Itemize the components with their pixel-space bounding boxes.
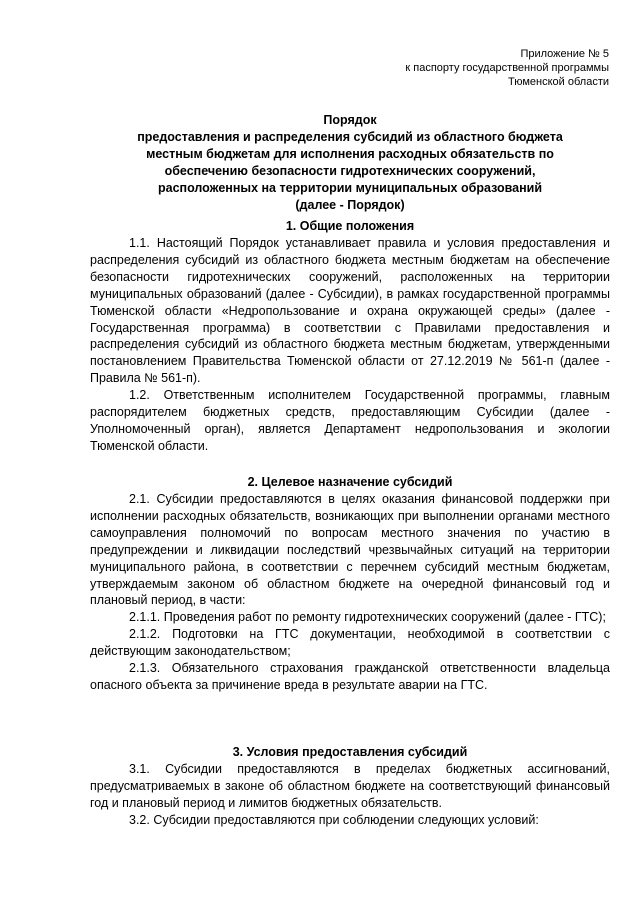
section-conditions-of-subsidies xyxy=(90,744,610,829)
title-line-5: расположенных на территории муниципальных образований xyxy=(157,181,543,195)
section-purpose-of-subsidies xyxy=(90,474,610,694)
paragraph-1-1: 1.1. Настоящий Порядок устанавливает правила и условия предоставления и распределения субсидий из областного бюджета местным бюджетам на обеспечение безопасности гидротехнических сооружений, расположенных на территории муниципальных образований (далее - Субсидии), в рамках государственной программы Тюменской области «Недропользование и охрана окружающей среды» (далее - Государственная программа) в соответствии с Правилами предоставления и распределения субсидий из областного бюджета местным бюджетам, утвержденными постановлением Правительства Тюменской области от 27.12.2019 № 561-п (далее - Правила № 561-п). xyxy=(90,236,610,386)
title-line-2: предоставления и распределения субсидий из областного бюджета xyxy=(137,130,563,144)
section-2-heading: 2. Целевое назначение субсидий xyxy=(247,475,453,489)
title-line-6: (далее - Порядок) xyxy=(295,198,405,212)
paragraph-2-1-1: 2.1.1. Проведения работ по ремонту гидротехнических сооружений (далее - ГТС); xyxy=(129,610,606,625)
appendix-line-1: Приложение № 5 xyxy=(520,48,609,60)
section-1-heading: 1. Общие положения xyxy=(285,219,415,233)
paragraph-2-1-2: 2.1.2. Подготовки на ГТС документации, необходимой в соответствии с действующим законодательством; xyxy=(90,627,610,659)
title-line-3: местным бюджетам для исполнения расходных обязательств по xyxy=(146,147,554,161)
appendix-line-2: к паспорту государственной программы xyxy=(405,62,609,74)
title-line-4: обеспечению безопасности гидротехнических сооружений, xyxy=(164,164,536,178)
section-3-heading: 3. Условия предоставления субсидий xyxy=(232,745,468,759)
appendix-line-3: Тюменской области xyxy=(507,76,609,88)
appendix-note xyxy=(405,47,609,89)
document-title xyxy=(90,112,610,214)
paragraph-1-2: 1.2. Ответственным исполнителем Государственной программы, главным распорядителем бюджетных средств, предоставляющим Субсидии (далее - Уполномоченный орган), является Департамент недропользования и экологии Тюменской области. xyxy=(90,388,610,453)
title-line-1: Порядок xyxy=(323,113,377,127)
paragraph-3-2: 3.2. Субсидии предоставляются при соблюдении следующих условий: xyxy=(129,812,539,827)
paragraph-2-1: 2.1. Субсидии предоставляются в целях оказания финансовой поддержки при исполнении расходных обязательств, возникающих при выполнении органами местного самоуправления полномочий по вопросам местного значения по участию в предупреждении и ликвидации последствий чрезвычайных ситуаций на территории муниципального района, в соответствии с перечнем субсидий местным бюджетам, утверждаемым законом об областном бюджете на очередной финансовый год и плановый период, в части: xyxy=(90,492,610,608)
paragraph-2-1-3: 2.1.3. Обязательного страхования гражданской ответственности владельца опасного объекта за причинение вреда в результате аварии на ГТС. xyxy=(90,661,610,692)
section-general-provisions xyxy=(90,218,610,455)
paragraph-3-1: 3.1. Субсидии предоставляются в пределах бюджетных ассигнований, предусматриваемых в законе об областном бюджете на соответствующий финансовый год и плановый период и лимитов бюджетных обязательств. xyxy=(90,762,610,810)
